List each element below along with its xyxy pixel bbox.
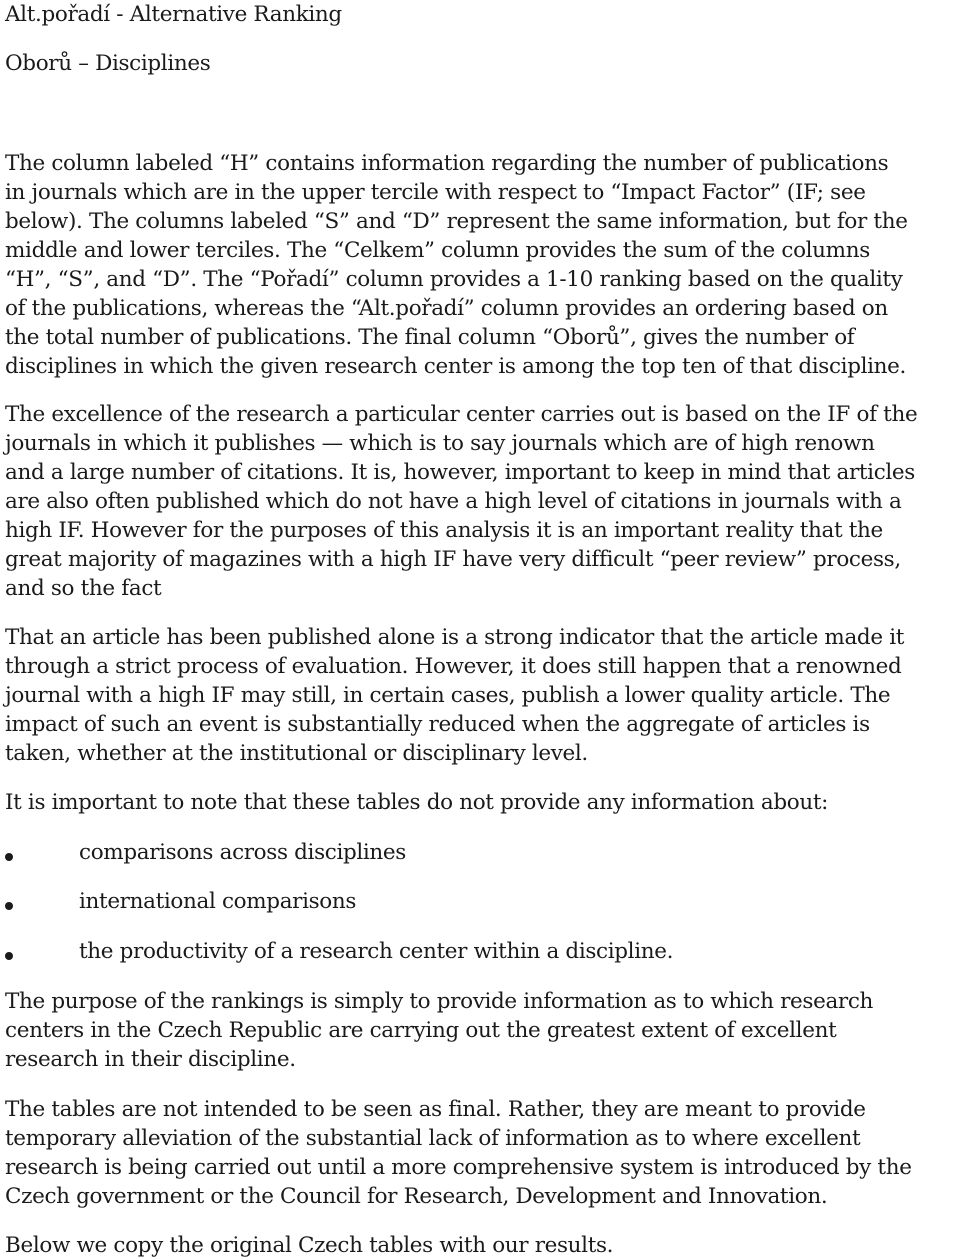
paragraph-line: “H”, “S”, and “D”. The “Pořadí” column provides a 1-10 ranking based on the quality [5,267,903,292]
paragraph-line: through a strict process of evaluation. However, it does still happen that a renowned [5,654,902,679]
paragraph-line: journals in which it publishes — which is to say journals which are of high renown [5,431,875,456]
document-subtitle: Oborů – Disciplines [5,51,211,76]
paragraph-line: research in their discipline. [5,1047,296,1072]
paragraph-line: middle and lower terciles. The “Celkem” column provides the sum of the columns [5,238,870,263]
paragraph-line: the total number of publications. The final column “Oborů”, gives the number of [5,325,855,350]
list-item: the productivity of a research center within a discipline. [79,939,674,964]
paragraph-line: Below we copy the original Czech tables with our results. [5,1233,614,1258]
paragraph-line: high IF. However for the purposes of this analysis it is an important reality that the [5,518,883,543]
paragraph-line: and a large number of citations. It is, however, important to keep in mind that articles [5,460,915,485]
paragraph-line: The tables are not intended to be seen as final. Rather, they are meant to provide [5,1097,866,1122]
list-item: comparisons across disciplines [79,840,406,865]
paragraph-line: below). The columns labeled “S” and “D” represent the same information, but for the [5,209,908,234]
bullet-icon [5,952,13,960]
paragraph-line: Czech government or the Council for Research, Development and Innovation. [5,1184,828,1209]
paragraph-line: are also often published which do not have a high level of citations in journals with a [5,489,902,514]
paragraph-line: impact of such an event is substantially reduced when the aggregate of articles is [5,712,870,737]
document-title: Alt.pořadí - Alternative Ranking [5,2,342,27]
paragraph-line: of the publications, whereas the “Alt.pořadí” column provides an ordering based on [5,296,888,321]
paragraph-line: That an article has been published alone is a strong indicator that the article made it [5,625,905,650]
paragraph-line: The column labeled “H” contains information regarding the number of publications [5,151,889,176]
paragraph-line: It is important to note that these tables do not provide any information about: [5,790,829,815]
bullet-icon [5,853,13,861]
paragraph-line: great majority of magazines with a high IF have very difficult “peer review” process, [5,547,901,572]
paragraph-line: taken, whether at the institutional or disciplinary level. [5,741,588,766]
paragraph-line: The purpose of the rankings is simply to provide information as to which research [5,989,874,1014]
paragraph-line: research is being carried out until a more comprehensive system is introduced by the [5,1155,912,1180]
paragraph-line: centers in the Czech Republic are carrying out the greatest extent of excellent [5,1018,837,1043]
paragraph-line: in journals which are in the upper tercile with respect to “Impact Factor” (IF; see [5,180,866,205]
list-item: international comparisons [79,889,357,914]
bullet-icon [5,902,13,910]
paragraph-line: and so the fact [5,576,162,601]
paragraph-line: journal with a high IF may still, in certain cases, publish a lower quality article. The [5,683,891,708]
paragraph-line: temporary alleviation of the substantial lack of information as to where excellent [5,1126,861,1151]
paragraph-line: disciplines in which the given research center is among the top ten of that discipline. [5,354,907,379]
paragraph-line: The excellence of the research a particular center carries out is based on the IF of the [5,402,918,427]
